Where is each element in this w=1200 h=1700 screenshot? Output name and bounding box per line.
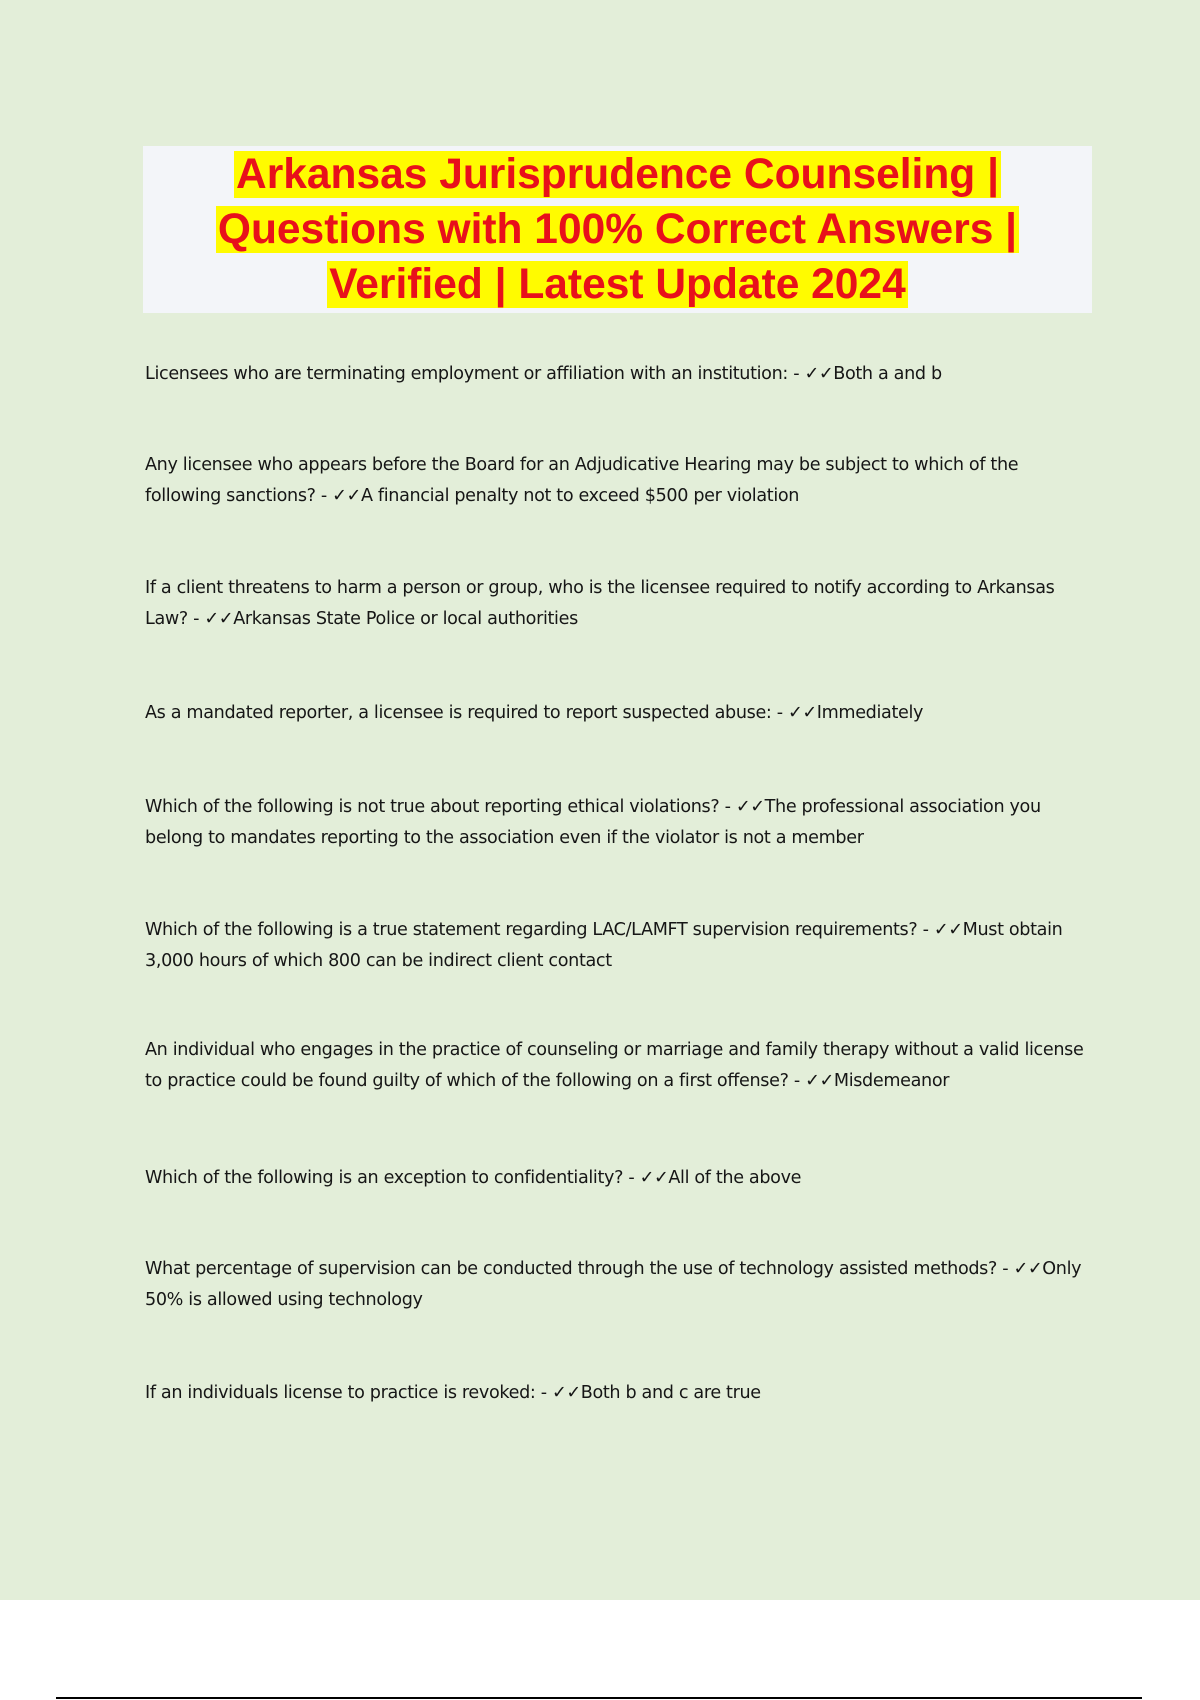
checkmark-icon: ✓✓ (787, 703, 817, 723)
question-text: What percentage of supervision can be conducted through the use of technology assisted methods? (145, 1259, 997, 1279)
separator: - (623, 1168, 640, 1188)
answer-text: The professional association you belong to mandates reporting to the association even if the violator is not a member (145, 797, 1041, 848)
separator: - (187, 609, 205, 629)
qa-item-5 (145, 792, 1085, 854)
answer-text: Immediately (816, 703, 924, 723)
answer-text: Both a and b (833, 364, 942, 384)
question-text: An individual who engages in the practice of counseling or marriage and family therapy without a valid license to practice could be found guilty of which of the following on a first offense? (145, 1040, 1084, 1091)
checkmark-icon: ✓✓ (204, 609, 234, 629)
qa-item-6 (145, 915, 1085, 977)
separator: - (315, 486, 333, 506)
qa-item-7 (145, 1035, 1085, 1097)
checkmark-icon: ✓✓ (735, 797, 765, 817)
answer-text: Arkansas State Police or local authorities (233, 609, 578, 629)
question-text: If an individuals license to practice is revoked: (145, 1383, 536, 1403)
title-line-1: Arkansas Jurisprudence Counseling | (236, 151, 999, 198)
document-title (143, 147, 1092, 312)
question-text: Any licensee who appears before the Board for an Adjudicative Hearing may be subject to which of the following sanctions? (145, 455, 1019, 506)
separator: - (787, 364, 805, 384)
answer-text: Only 50% is allowed using technology (145, 1259, 1082, 1310)
separator: - (996, 1259, 1014, 1279)
qa-item-4 (145, 698, 1085, 729)
qa-item-9 (145, 1254, 1085, 1316)
qa-item-1 (145, 359, 1085, 390)
question-text: Which of the following is an exception to confidentiality? (145, 1168, 624, 1188)
qa-item-8 (145, 1163, 1085, 1194)
qa-item-10 (145, 1378, 1085, 1409)
checkmark-icon: ✓✓ (933, 920, 963, 940)
checkmark-icon: ✓✓ (332, 486, 361, 506)
answer-text: Misdemeanor (833, 1071, 950, 1091)
question-text: Which of the following is a true statement regarding LAC/LAMFT supervision requirements? (145, 920, 918, 940)
checkmark-icon: ✓✓ (1013, 1259, 1043, 1279)
answer-text: A financial penalty not to exceed $500 per violation (360, 486, 800, 506)
checkmark-icon: ✓✓ (805, 1071, 834, 1091)
question-text: Licensees who are terminating employment or affiliation with an institution: (145, 364, 788, 384)
page-bottom-rule (56, 1697, 1142, 1699)
title-line-3: Verified | Latest Update 2024 (329, 261, 906, 308)
separator: - (917, 920, 934, 940)
answer-text: All of the above (668, 1168, 802, 1188)
title-block (143, 146, 1092, 313)
separator: - (719, 797, 736, 817)
checkmark-icon: ✓✓ (551, 1383, 581, 1403)
question-text: As a mandated reporter, a licensee is required to report suspected abuse: (145, 703, 772, 723)
answer-text: Must obtain 3,000 hours of which 800 can be indirect client contact (145, 920, 1063, 971)
checkmark-icon: ✓✓ (639, 1168, 669, 1188)
checkmark-icon: ✓✓ (804, 364, 834, 384)
question-text: If a client threatens to harm a person or group, who is the licensee required to notify according to Arkansas Law? (145, 578, 1055, 629)
qa-item-2 (145, 450, 1085, 512)
separator: - (771, 703, 788, 723)
qa-item-3 (145, 573, 1085, 635)
question-text: Which of the following is not true about reporting ethical violations? (145, 797, 720, 817)
separator: - (788, 1071, 806, 1091)
separator: - (535, 1383, 552, 1403)
answer-text: Both b and c are true (580, 1383, 761, 1403)
title-line-2: Questions with 100% Correct Answers | (217, 206, 1018, 253)
